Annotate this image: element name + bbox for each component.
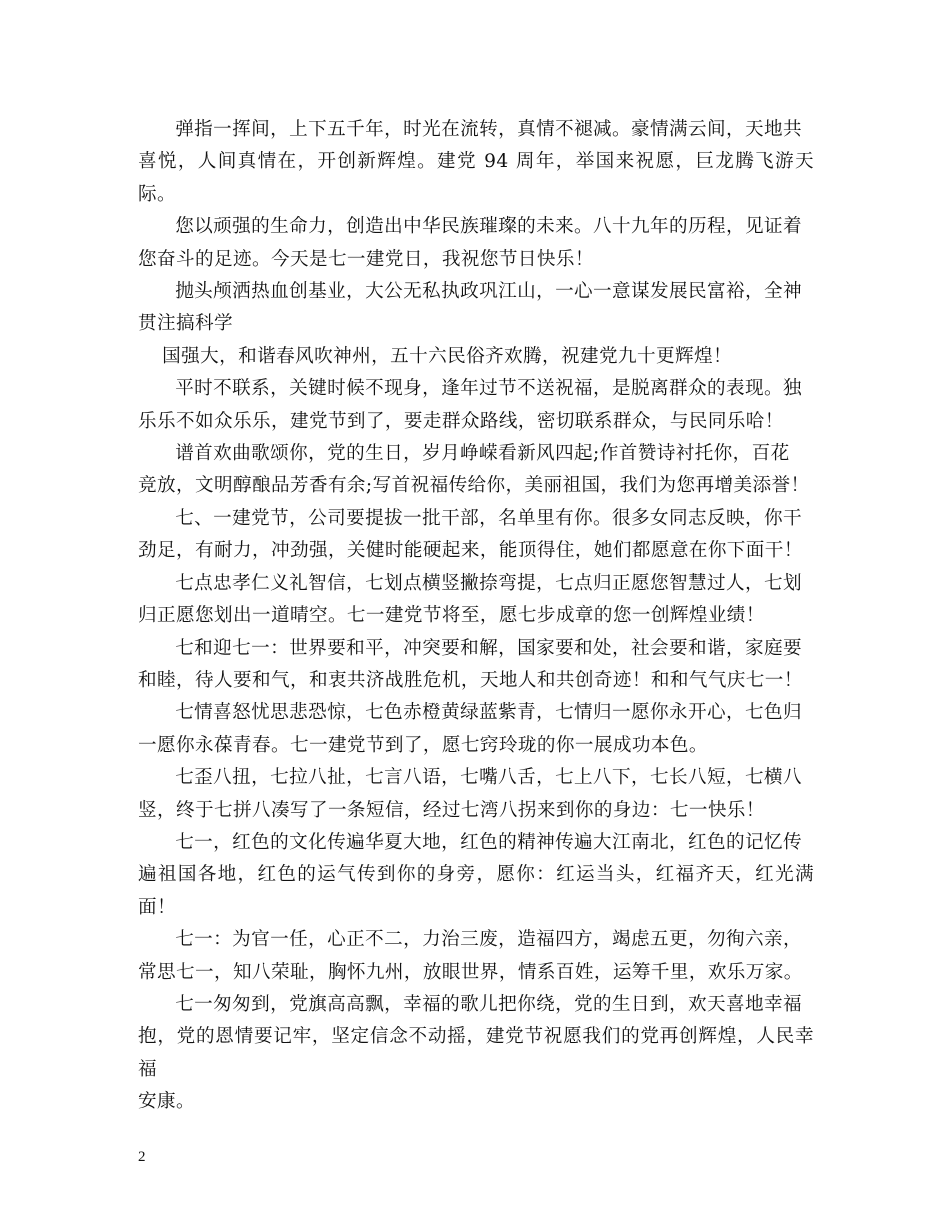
paragraph-line: 常思七一，知八荣耻，胸怀九州，放眼世界，情系百姓，运筹千里，欢乐万家。	[138, 961, 803, 983]
paragraph-line: 乐乐不如众乐乐，建党节到了，要走群众路线，密切联系群众，与民同乐哈！	[138, 410, 784, 432]
paragraph-line: 七一匆匆到，党旗高高飘，幸福的歌儿把你绕，党的生日到，欢天喜地幸福	[175, 993, 802, 1015]
paragraph-line: 竖，终于七拼八凑写了一条短信，经过七湾八拐来到你的身边：七一快乐！	[138, 799, 765, 821]
paragraph	[138, 341, 814, 373]
paragraph-line: 七和迎七一：世界要和平，冲突要和解，国家要和处，社会要和谐，家庭要	[175, 637, 802, 659]
paragraph-line: 谱首欢曲歌颂你，党的生日，岁月峥嵘看新风四起;作首赞诗衬托你，百花	[175, 443, 790, 465]
paragraph	[138, 211, 814, 276]
paragraph	[138, 633, 814, 698]
paragraph	[138, 503, 814, 568]
paragraph	[138, 114, 814, 211]
paragraph-line: 归正愿您划出一道晴空。七一建党节将至，愿七步成章的您一创辉煌业绩！	[138, 605, 765, 627]
paragraph-line: 您奋斗的足迹。今天是七一建党日，我祝您节日快乐！	[138, 248, 594, 270]
paragraph-line: 竞放，文明醇酿品芳香有余;写首祝福传给你，美丽祖国，我们为您再增美添誉！	[138, 475, 810, 497]
paragraph	[138, 438, 814, 503]
paragraph-line: 平时不联系，关键时候不现身，逢年过节不送祝福，是脱离群众的表现。独	[175, 378, 802, 400]
paragraph-line: 七歪八扭，七拉八扯，七言八语，七嘴八舌，七上八下，七长八短，七横八	[175, 767, 802, 789]
paragraph-line: 七点忠孝仁义礼智信，七划点横竖撇捺弯提，七点归正愿您智慧过人，七划	[175, 572, 802, 594]
paragraph	[138, 697, 814, 762]
paragraph-line: 贯注搞科学	[138, 313, 233, 335]
paragraph-line: 安康。	[138, 1091, 195, 1113]
paragraph	[138, 276, 814, 341]
paragraph-line: 和睦，待人要和气，和衷共济战胜危机，天地人和共创奇迹！和和气气庆七一！	[138, 669, 803, 691]
paragraph	[138, 373, 814, 438]
page-number: 2	[138, 1149, 146, 1165]
paragraph-line: 七一：为官一任，心正不二，力治三废，造福四方，竭虑五更，勿徇六亲，	[175, 929, 802, 951]
paragraph-line: 七、一建党节，公司要提拔一批干部，名单里有你。很多女同志反映，你干	[175, 507, 802, 529]
paragraph	[138, 827, 814, 924]
paragraph-line: 抛头颅洒热血创基业，大公无私执政巩江山，一心一意谋发展民富裕，全神	[175, 281, 802, 303]
paragraph-line: 七情喜怒忧思悲恐惊，七色赤橙黄绿蓝紫青，七情归一愿你永开心，七色归	[175, 702, 802, 724]
document-body	[138, 114, 814, 1119]
paragraph	[138, 762, 814, 827]
paragraph-line: 七一，红色的文化传遍华夏大地，红色的精神传遍大江南北，红色的记忆传	[175, 831, 802, 853]
paragraph	[138, 568, 814, 633]
paragraph-line: 一愿你永葆青春。七一建党节到了，愿七窍玲珑的你一展成功本色。	[138, 734, 708, 756]
paragraph-line: 劲足，有耐力，冲劲强，关健时能硬起来，能顶得住，她们都愿意在你下面干！	[138, 540, 803, 562]
paragraph-line: 抱，党的恩情要记牢，坚定信念不动摇，建党节祝愿我们的党再创辉煌，人民幸福	[138, 1026, 814, 1080]
paragraph	[138, 989, 814, 1119]
paragraph-line: 喜悦，人间真情在，开创新辉煌。建党 94 周年，举国来祝愿，巨龙腾飞游天际。	[138, 151, 814, 205]
paragraph-line: 弹指一挥间，上下五千年，时光在流转，真情不褪减。豪情满云间，天地共	[175, 119, 802, 140]
paragraph	[138, 924, 814, 989]
paragraph-line: 遍祖国各地，红色的运气传到你的身旁，愿你：红运当头，红福齐天，红光满面！	[138, 864, 814, 918]
paragraph-line: 您以顽强的生命力，创造出中华民族璀璨的未来。八十九年的历程，见证着	[175, 216, 802, 238]
paragraph-line: 国强大，和谐春风吹神州，五十六民俗齐欢腾，祝建党九十更辉煌！	[162, 345, 732, 367]
